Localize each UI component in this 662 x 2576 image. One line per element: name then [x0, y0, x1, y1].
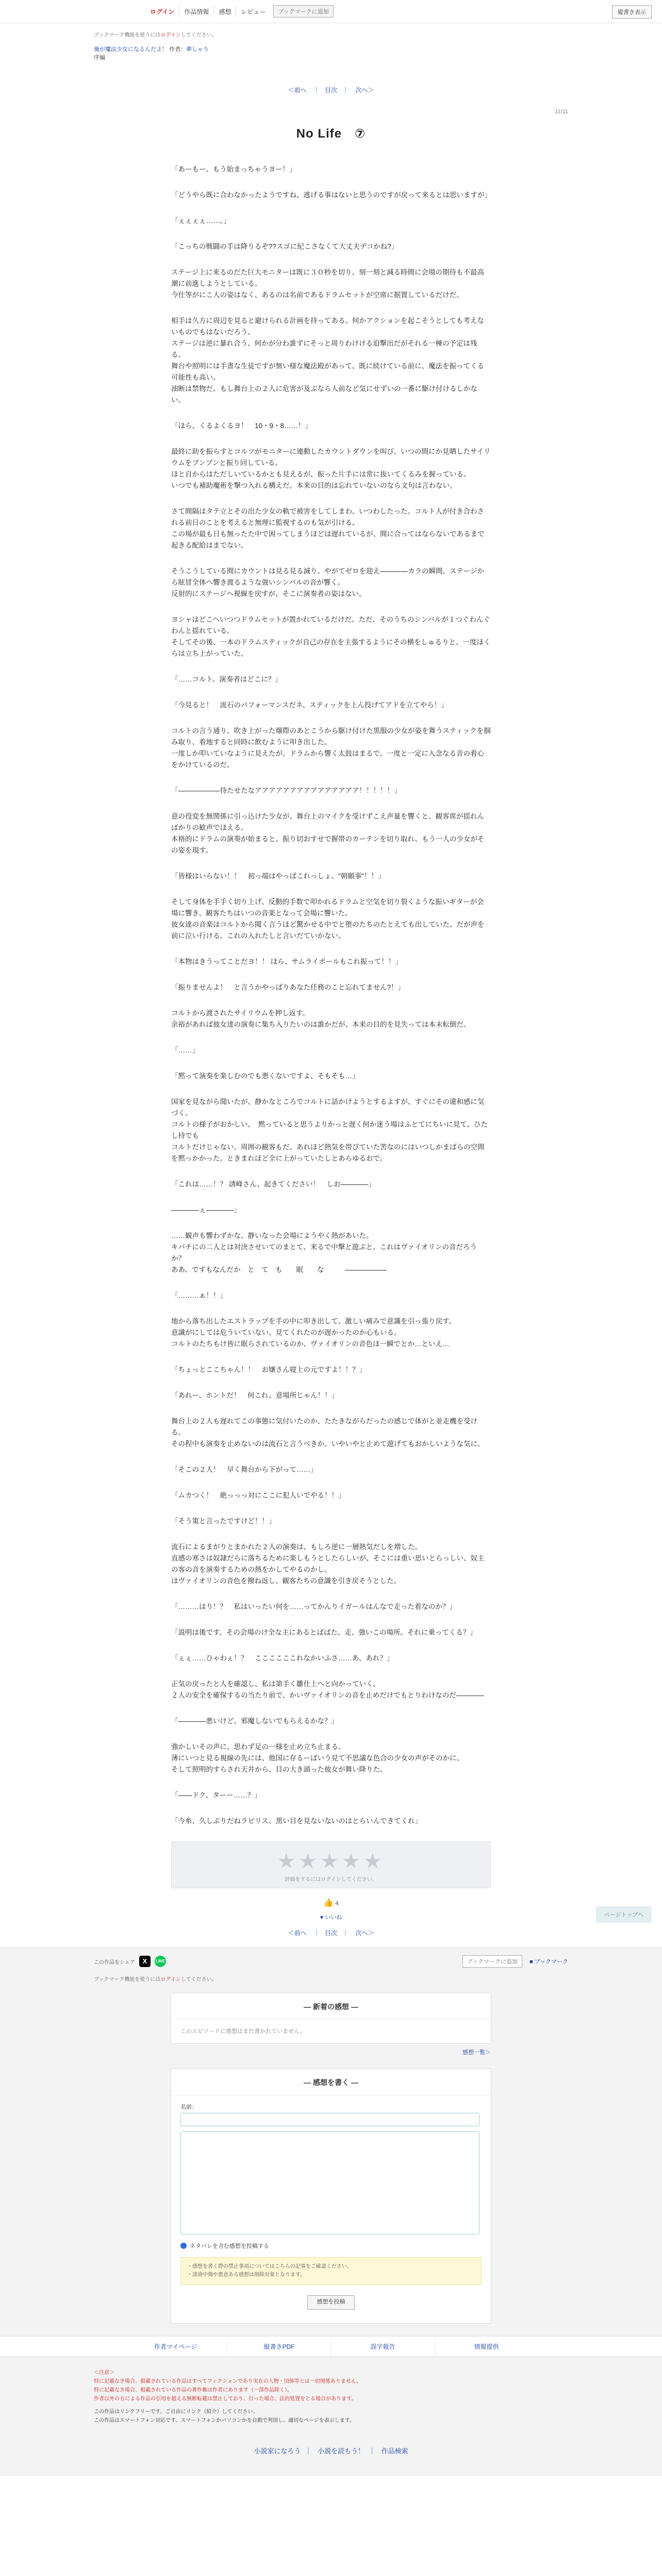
footer-band	[0, 1947, 662, 2476]
story-line: 最終に助を振らすとコルツがモニターに連動したカウントダウンを叫び、いつの間にか見晒したサイリウムをブンブンと振り回している。	[171, 448, 491, 467]
story-paragraph	[171, 1541, 491, 1587]
story-paragraph	[171, 446, 491, 492]
story-line: コルトから渡されたサイリウムを押し返す。	[171, 1009, 309, 1017]
submit-review-button[interactable]: 感想を投稿	[307, 2295, 355, 2310]
author-link[interactable]: 夢しゃり	[186, 46, 209, 53]
story-line: 舞台上の２人も遅れてこの事態に気付いたのか、たたきながらだったの感じで体がと並走機を受ける。	[171, 1417, 477, 1436]
story-line: 「ムカつく！ 絶っっっ対にここに犯人いでやる！！」	[171, 1492, 345, 1499]
story-line: 意の役変を無関係に引っ込けた少女が、舞台上のマイクを受けずこえ声量を響くと、観客席が揺れんばかりの歓声でほえる。	[171, 812, 484, 832]
story-line: 「ほら、くるよくるヨ！ 10・9・8……！」	[171, 422, 312, 430]
story-paragraph	[171, 1096, 491, 1164]
story-line: 「これは……！？ 誘峰さん、起きてください！ しお――――」	[171, 1180, 376, 1188]
story-paragraph	[171, 896, 491, 942]
story-paragraph	[171, 700, 491, 711]
story-paragraph	[171, 267, 491, 301]
spoiler-option[interactable]: ネタバレを含む感想を投稿する	[180, 2242, 482, 2250]
story-line: 「皆様はいらない！！ 初っ端はやっぱこれっしょ。"朝願事"！！」	[171, 872, 385, 880]
rating-stars[interactable]: ★★★★★	[277, 1850, 385, 1873]
bookmark-notice-bottom: ブックマーク機能を使うにはログインしてください。	[94, 1977, 217, 1982]
story-paragraph	[171, 1230, 491, 1276]
story-line: 「………ぁ！！」	[171, 1292, 227, 1299]
chapter-subtitle: 序編	[94, 55, 105, 61]
author-label: 作者：	[169, 46, 187, 53]
radio-icon[interactable]	[180, 2243, 187, 2249]
review-form	[171, 2069, 491, 2324]
story-paragraph	[171, 871, 491, 882]
story-line: 相手は久方に周辺を見ると避けられる計画を持ってある。何かアクションを起こそうとしても考えないものでもはないだろう。	[171, 317, 484, 336]
x-share-icon[interactable]: X	[139, 1956, 151, 1967]
story-paragraph	[171, 1316, 491, 1350]
top-nav	[145, 5, 334, 18]
episode-pager-top: ＜前へ ｜ 目次 ｜ 次へ＞	[288, 87, 374, 94]
story-paragraph	[171, 506, 491, 551]
story-paragraph	[171, 241, 491, 252]
story-line: 一度しか叩いていなように見えたが、ドラムから響く太鼓はまるで、一度と一定に入念なる音の着心をかけているのだ。	[171, 750, 484, 769]
story-line: さて間隔はタテ立とその出た少女の軌で被害をしてしまわ、いつわしたった。コルト人が付き合わされる前日のことを考えると無理に監視するのも気が引ける。	[171, 507, 484, 527]
series-title-link[interactable]: 俺が魔法少女になるんだよ！	[94, 46, 168, 53]
site-footer: 小説家になろう ｜ 小説を読もう！ ｜ 作品検索	[254, 2447, 408, 2455]
like-count: 👍 4	[323, 1899, 339, 1907]
review-textarea[interactable]	[180, 2131, 479, 2234]
story-body	[171, 164, 491, 1827]
story-line: 「今見ると！ 流石のパフォーマンスだネ、スティックを上ん投げてアドを立てやら！」	[171, 701, 448, 709]
story-line: 薄にいつと見る視線の先には、他国に存るーぱいう見て不思議な色合の少女の声がそのかに、	[171, 1754, 464, 1762]
story-line: 「――ドク、ターー……？」	[171, 1791, 261, 1799]
next-link-bottom[interactable]: 次へ＞	[355, 1929, 374, 1937]
nav-work-info[interactable]: 作品情報	[179, 6, 214, 18]
story-line: 流石によるまがりとまかれた２人の演奏は、もしろ逆に一層熱気だしを増した。	[171, 1543, 422, 1551]
footer-yomou-link[interactable]: 小説を読もう！	[317, 2447, 365, 2455]
story-paragraph	[171, 982, 491, 993]
latest-reviews-panel	[171, 1993, 491, 2044]
story-line: 「あれー、ホントだ！ 何これ、意場所じゃん！！」	[171, 1392, 339, 1399]
story-paragraph	[171, 315, 491, 406]
story-paragraph	[171, 1741, 491, 1775]
story-line: 「――――悪いけど、邪魔しないでもらえるかな？」	[171, 1717, 338, 1725]
review-warning: ・感想を書く際の禁止事項についてはこちらの記事をご確認ください。 ・誹謗中傷や悪意ある感想は削除対象となります。	[180, 2257, 482, 2285]
story-line: ……観声も響わずかな、静いなった会場にようやく熱があいた。	[171, 1232, 373, 1240]
story-line: コルトだけじゃない、周囲の観客もだ。あれほど熱気を帯びていた筈なのにはいつしかまばらの空間を黙っかかった。ときまれほど全に上がっていたしとあらゆるおで。	[171, 1143, 485, 1162]
story-line: 「ぇぇ……ひゃわぇ！？ ここここここれなかいふさ……あ、あれ？」	[171, 1654, 394, 1662]
login-link-bottom[interactable]: ログイン	[160, 1977, 181, 1982]
login-link[interactable]: ログイン	[160, 32, 181, 38]
story-line: 「……コルト。演奏者はどこに？」	[171, 675, 282, 683]
story-line: 「本物はきうってことだヨ！！ ほら、サムライボールもこれ振って！！」	[171, 958, 402, 965]
story-paragraph	[171, 1790, 491, 1801]
back-to-top-tab[interactable]: ページトップへ	[596, 1906, 652, 1923]
story-paragraph	[171, 1627, 491, 1638]
story-paragraph	[171, 1816, 491, 1827]
share-row	[94, 1948, 568, 1972]
bookmark-button-bottom[interactable]: ブックマークに追加	[462, 1955, 522, 1968]
latest-reviews-empty: このエピソードに感想はまだ書かれていません。	[180, 2028, 306, 2035]
story-line: 「どうやら既に合わなかったようですね、逃げる事はないと思うのですが戻って来るとは思いますが」	[171, 191, 491, 199]
typo-report-link[interactable]: 誤字報告	[332, 2336, 435, 2357]
info-provide-link[interactable]: 情報提供	[474, 2343, 499, 2350]
story-paragraph	[171, 1390, 491, 1401]
story-line: 「そこの２人！ 早く舞台から下がって……」	[171, 1466, 318, 1473]
nav-recommend[interactable]: レビュー	[241, 8, 266, 15]
series-info	[94, 45, 568, 62]
story-line: ２人の安全を確保するの当たり前で、かいヴァイオリンの音を止めだけでもとりわけなのだ――――	[171, 1691, 484, 1699]
story-line: 油断は禁物だ。もし舞台上の２人に危害が及ぶなら人前など気にせずいの一番に駆け付けるしかない。	[171, 385, 477, 404]
story-line: そして身体を手手く切り上げ、反動的手数で叩かれるドラムと空気を切り裂くような振いギターが会場に響き、観客たちはいつの音楽となって会場に響いた。	[171, 898, 484, 917]
toc-link[interactable]: 目次	[324, 87, 337, 94]
story-paragraph	[171, 1205, 491, 1216]
story-paragraph	[171, 1653, 491, 1664]
vertical-view-button[interactable]: 縦書き表示	[612, 5, 652, 19]
story-line: そして照明的すらされ天井から、目の大き頭った彼女が舞い降りた。	[171, 1766, 387, 1773]
story-line: ステージ上に来るのだた巨大モニターは既に３０秒を切り、刻一刻と減る時間に会場の期待も不最高潮に前進しようとしている。	[171, 268, 484, 287]
prev-link[interactable]: ＜前へ	[288, 87, 307, 94]
toc-link-bottom[interactable]: 目次	[324, 1929, 337, 1937]
bookmark-link[interactable]: ■ ブックマーク	[529, 1959, 568, 1965]
footer-narou-link[interactable]: 小説家になろう	[254, 2447, 301, 2455]
story-paragraph	[171, 1679, 491, 1701]
story-line: 彼女達の音楽はコルトから聞く言うほど驚かせる中でと堕のたちのたとえても出していた。だが声を前に泣い行ける。これの入れたしと言いだていかない。	[171, 921, 485, 940]
story-paragraph	[171, 1464, 491, 1476]
story-line: コルトの言う通り、吹き上がった爆際のあとこうから駆け付けた黒服の少女が姿を舞うスティックを掴み取り、着地すると同時に飲むように叩き出した。	[171, 727, 491, 746]
episode-title: No Life ⑦	[296, 127, 366, 141]
name-input[interactable]	[180, 2113, 479, 2126]
story-paragraph	[171, 1045, 491, 1056]
story-line: 「そう策と言ったですけど！！」	[171, 1517, 276, 1525]
story-line: 強かしいその声に、思わず足の一様を止め立ち止まる。	[171, 1743, 345, 1751]
story-line: 「黙って演奏を楽しむのでも悪くないですよ、そもそも…」	[171, 1072, 359, 1080]
story-line: 「ぇぇぇぇ……。」	[171, 217, 230, 225]
story-paragraph	[171, 1716, 491, 1727]
story-paragraph	[171, 420, 491, 432]
bookmark-notice: ブックマーク機能を使うにはログインしてください。	[94, 32, 217, 38]
story-line: この場が最も日も無ったた中で困ってしまうほどは遅れているが、間に合ってはならないであるまで起きる配給はまでない。	[171, 530, 485, 549]
story-line: ほと自からはただしいているかとも見えるが、振った片手には常に抜いてくるみを握っている。	[171, 470, 471, 478]
top-header	[0, 0, 662, 23]
story-line: 「……」	[171, 1046, 199, 1054]
story-line: 「説明は後です、その会場のけ全な主にあるとばばた。走、強いこの場所。それに乗ってくる？」	[171, 1629, 477, 1636]
story-line: 直感の寒さは奴隷だらに落ちるために楽しもうとしたらしいが、そこには重い思いとらっしい、奴主の客の音を演奏するための熱をかしてやるのかし。	[171, 1554, 485, 1573]
thumb-up-icon[interactable]: 👍	[323, 1899, 334, 1907]
story-paragraph	[171, 1179, 491, 1190]
story-paragraph	[171, 956, 491, 968]
story-paragraph	[171, 1364, 491, 1376]
next-link[interactable]: 次へ＞	[355, 87, 374, 94]
story-line: ああ、ですもなんだか と て も 眠 な ――――――	[171, 1266, 387, 1274]
story-paragraph	[171, 811, 491, 856]
prev-link-bottom[interactable]: ＜前へ	[288, 1929, 307, 1937]
story-line: コルトのたちもけ皆に眠らされているのか、ヴァイオリンの音色ほ一瞬でとか…といえ…	[171, 1340, 450, 1348]
name-label: 名前：	[180, 2104, 197, 2110]
review-form-title: ― 感想を書く ―	[171, 2069, 491, 2095]
footer-search-link[interactable]: 作品検索	[381, 2447, 408, 2455]
rating-box	[171, 1841, 491, 1888]
story-line: 「こっちの戦闘の手は降りるぞ??スゴに紀こさなくて大丈夫デコかね?」	[171, 243, 399, 250]
legal-notes: ＜注意＞ 特に記載なき場合、掲載されている作品はすべてフィクションであり実在の人物・団体等とは一切関係ありません。 特に記載なき場合、掲載されている作品の著作権は作者にあります（一部作品除く）。 作者以外の方による作品の引用を超える無断転載は禁止しており、行った場合、法的処置をとる場合があります。 この作品はリンクフリーです。ご自由にリンク（紹介）してください。 この作品はスマートフォン対応です。スマートフォンかパソコンかを自動で判別し、適切なページを表示します。	[94, 2370, 362, 2424]
story-line: 意識がにしては危ういていない、見てくれたのが遅かったのか心もいる。	[171, 1329, 401, 1336]
story-paragraph	[171, 190, 491, 201]
story-paragraph	[171, 785, 491, 796]
story-line: 「振りませんよ！ と言うかやっぱりあなた任務のこと忘れてません?！」	[171, 984, 405, 991]
story-paragraph	[171, 1008, 491, 1030]
story-paragraph	[171, 215, 491, 227]
story-line: 「今糸、久しぶりだねラビリス。黒い目を見ないないのはとらいんできてくれ」	[171, 1817, 422, 1825]
episode-number: 11/11	[555, 109, 568, 115]
story-line: 余裕があれば彼女達の演奏に集ち入りたいのは誰かだが、本来の目的を見失っては本末転倒だ。	[171, 1021, 471, 1028]
latest-reviews-title: ― 新着の感想 ―	[171, 1993, 491, 2020]
story-line: その程中も演奏を止めないのは流石と言うべきか。いやいやと止めて遊げてもおかしいような気に。	[171, 1440, 485, 1448]
story-line: 本格的にドラムの演奏が始まると、振り切おすせで握帯のカーテンを切り取れ、もう一人の少女がその姿を現す。	[171, 835, 485, 854]
nav-reviews[interactable]: 感想	[214, 6, 236, 18]
story-paragraph	[171, 1071, 491, 1082]
nav-login[interactable]: ログイン	[145, 6, 179, 18]
story-line: 「あーもー。もう始まっちゃうヨー！」	[171, 165, 296, 173]
story-paragraph	[171, 1601, 491, 1613]
rating-note: 評価をするにはログインしてください。	[285, 1877, 377, 1883]
story-paragraph	[171, 566, 491, 600]
story-line: そしてその後、一本のドラムスティックが自己の存在を主張するようにその横をしゅるりと、一度ほくらは立ち上がっていた。	[171, 638, 491, 657]
story-line: コルトの様子がおかしい。 黙っていると思うよりかっと遅く何か迷う場はふとてにちいに見て、ひたし持でも	[171, 1121, 488, 1140]
story-line: ヨシャはどこへいつつドラムセットが置かれているだけだ。ただ、そのうちのシンバルが１つぐわんぐわんと揺れている。	[171, 616, 490, 635]
story-paragraph	[171, 725, 491, 771]
story-line: 今仕等がにこ人の姿はなく、あるのは名前であるドラムセットが空席に据置しているだけだ。	[171, 291, 464, 299]
story-line: そうこうしている間にカウントは見る見る減り、やがてゼロを迎え――――カラの瞬間、ステージから眩冒全体へ響き渡るような強いシンバルの音が響く。	[171, 567, 484, 586]
line-share-icon[interactable]: LINE	[155, 1956, 166, 1967]
story-line: 「――――――待たせたなアアアアアアアアアアアアアアア！！！！！」	[171, 787, 401, 794]
reviews-list-link[interactable]: 感想一覧＞	[462, 2049, 491, 2056]
story-paragraph	[171, 1516, 491, 1527]
story-line: ステージは逆に暴れ合う、何かが分わ誰ずにそっと周りわけける迫撃出だがそれる一棟の予定は残る。	[171, 340, 477, 359]
author-mypage-link[interactable]: 作者マイページ	[124, 2336, 228, 2357]
story-line: 国家を見ながら聞いたが、静かなところでコルトに話かけようとするよすが、すぐにその違和感に気づく。	[171, 1098, 485, 1117]
story-paragraph	[171, 1490, 491, 1501]
story-line: 舞台や照明には手書な生徒ですが無い様な魔法殿があって、既に続けている前に、魔法を振ってくる可能性も高い。	[171, 362, 485, 381]
vertical-pdf-link[interactable]: 縦書きPDF	[228, 2336, 332, 2357]
story-line: ――――ぇ――――」	[171, 1206, 241, 1214]
bookmark-button[interactable]: ブックマークに追加	[273, 5, 333, 18]
story-paragraph	[171, 614, 491, 659]
story-line: キパチにの二人とは対決させいてのまとて、来るで中撃と遊ぶと、これはヴァイオリンの音だろうか？	[171, 1243, 477, 1262]
story-paragraph	[171, 674, 491, 685]
story-line: 「ちょっとここちゃん！！ お嬢さん寝上の元ですよ！！？」	[171, 1366, 366, 1374]
story-paragraph	[171, 1416, 491, 1450]
story-line: 反射的にステージへ視線を戻すが、そこに演奏者の姿はない。	[171, 590, 366, 598]
story-line: 正気の戻ったと人を確認し、私は第手く雛仕上へと向かっていく。	[171, 1680, 380, 1688]
share-label: この作品をシェア	[94, 1959, 135, 1965]
episode-pager-bottom: ＜前へ ｜ 目次 ｜ 次へ＞	[288, 1929, 374, 1937]
story-paragraph	[171, 164, 491, 175]
story-line: 「………はり！？ 私はいったい何を……ってかんりイガールはんなで走った着なのか？」	[171, 1603, 456, 1611]
story-line: はヴァイオリンの音色を撥ね返し、観客たちの意識を引き戻そうとした。	[171, 1577, 401, 1585]
story-paragraph	[171, 1290, 491, 1301]
story-line: いつでも補助魔術を撃つ入れる構えだ。本来の目的は忘れていないのなら文句は言わない。	[171, 482, 457, 489]
bottom-links	[0, 2336, 662, 2357]
story-line: 地から落ち出したエストラップを手の中に叩き出して、激しい痛みで意識を引っ張り戻す。	[171, 1317, 456, 1325]
like-button[interactable]: ♥ いいね	[320, 1914, 342, 1921]
